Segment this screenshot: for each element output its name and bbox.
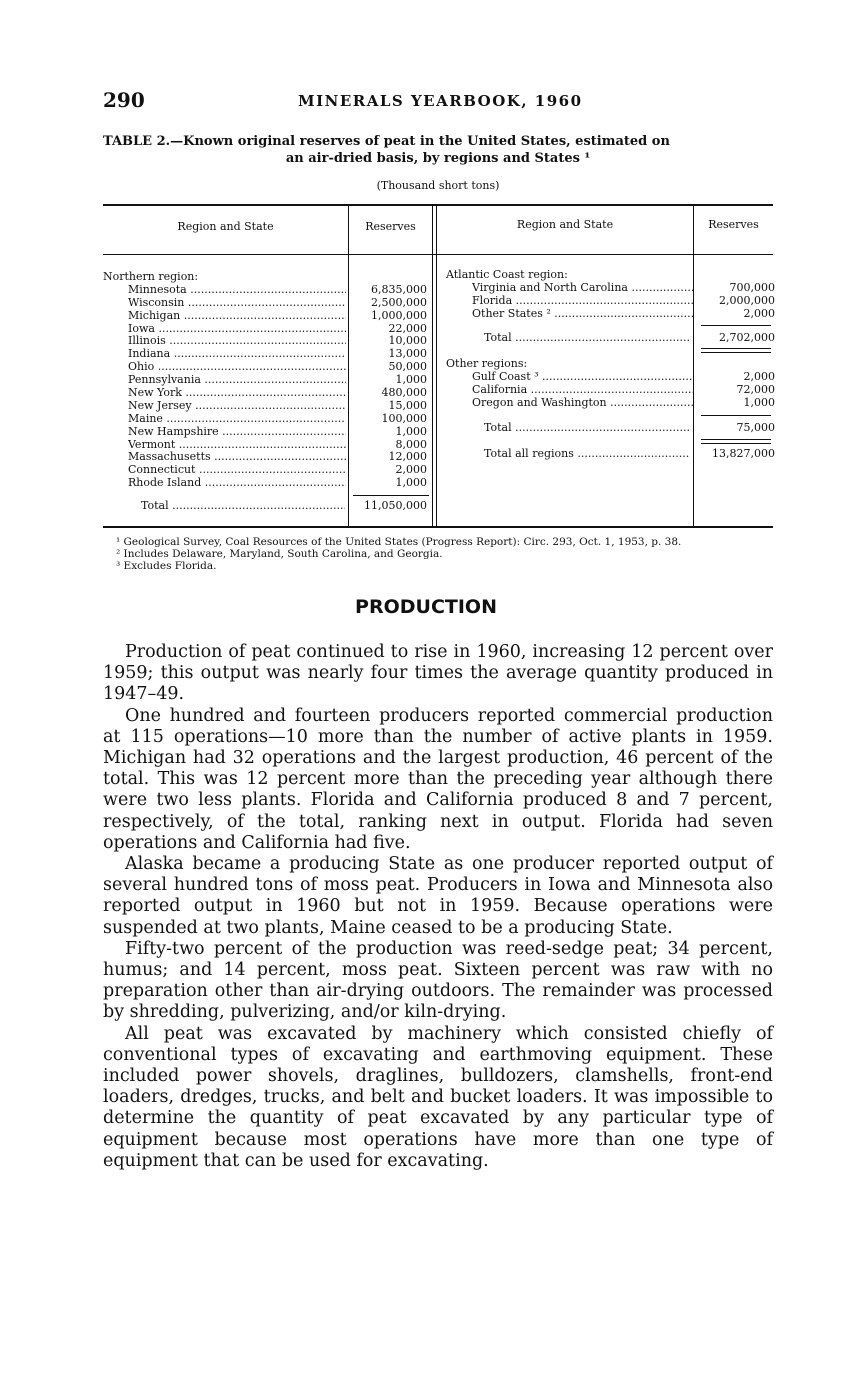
right-table-body <box>446 269 773 321</box>
row-label: Gulf Coast ³ ..... <box>472 371 694 384</box>
row-value: 12,000 <box>388 450 427 464</box>
row-label: Minnesota ..... <box>128 284 346 297</box>
row-label: Other States ² ..... <box>472 308 694 321</box>
row-value: 1,000 <box>743 395 775 409</box>
table-row <box>446 308 773 321</box>
row-label: New Jersey ..... <box>128 400 346 413</box>
row-value: 2,000 <box>743 369 775 383</box>
col-header-region-right: Region and State <box>516 218 614 231</box>
atlantic-total-row: Total ..... 2,702,000 <box>446 332 773 345</box>
table-bottom-rule <box>103 526 773 528</box>
row-value: 2,000,000 <box>719 293 775 307</box>
table-row <box>103 400 433 413</box>
col-header-region: Region and State <box>177 220 274 233</box>
row-value: 1,000 <box>395 476 427 490</box>
row-value: 72,000 <box>736 382 775 396</box>
row-label: Iowa ..... <box>128 323 346 336</box>
col-header-reserves: Reserves <box>365 220 416 233</box>
grand-total-row: Total all regions ..... 13,827,000 <box>446 448 773 461</box>
footnote: ² Includes Delaware, Maryland, South Carolina, and Georgia. <box>116 548 443 560</box>
other-regions-body <box>446 358 773 410</box>
table-row <box>103 387 433 400</box>
row-label: Illinois ..... <box>128 335 346 348</box>
row-label: New Hampshire ..... <box>128 426 346 439</box>
table-row <box>103 297 433 310</box>
table-title-line-1: TABLE 2.—Known original reserves of peat in the United States, estimated on <box>103 134 670 149</box>
other-total-row: Total ..... 75,000 <box>446 422 773 435</box>
table-row <box>103 310 433 323</box>
table-row <box>103 439 433 452</box>
row-label: Pennsylvania ..... <box>128 374 346 387</box>
row-label: Maine ..... <box>128 413 346 426</box>
row-label: Massachusetts ..... <box>128 451 346 464</box>
paragraph: Alaska became a producing State as one producer reported output of several hundred tons of moss peat. Producers in Iowa and Minnesota also reported output in 1960 but not in 1959. Because operations were suspended at two plants, Maine ceased to be a producing State. <box>103 854 773 938</box>
table-title-line-2: an air-dried basis, by regions and States ¹ <box>285 151 591 166</box>
table-row <box>103 426 433 439</box>
row-value: 1,000 <box>395 424 427 438</box>
table-row <box>446 295 773 308</box>
paragraph: One hundred and fourteen producers reported commercial production at 115 operations—10 more than the number of active plants in 1959. Michigan had 32 operations and the largest production, 46 percent of the total. This was 12 percent more than the preceding year although there were two less plants. Florida and California produced 8 and 7 percent, respectively, of the total, ranking next in output. Florida had seven operations and California had five. <box>103 705 773 853</box>
row-label: Michigan ..... <box>128 310 346 323</box>
table-row <box>103 323 433 336</box>
region-label: Northern region: <box>103 271 199 283</box>
atlantic-double-rule <box>701 348 771 353</box>
table-row <box>103 451 433 464</box>
row-value: 10,000 <box>388 334 427 348</box>
paragraph: Production of peat continued to rise in 1960, increasing 12 percent over 1959; this output was nearly four times the average quantity produced in 1947–49. <box>103 642 773 705</box>
row-value: 700,000 <box>729 280 775 294</box>
table-row <box>103 413 433 426</box>
other-double-rule <box>701 439 771 444</box>
row-value: 13,000 <box>388 347 427 361</box>
col-header-reserves-right: Reserves <box>708 218 759 231</box>
reserves-table <box>103 204 773 528</box>
row-value: 6,835,000 <box>371 282 427 296</box>
body-text <box>103 642 773 1172</box>
row-label: California ..... <box>472 384 694 397</box>
table-row <box>103 477 433 490</box>
row-value: 15,000 <box>388 398 427 412</box>
row-value: 1,000,000 <box>371 308 427 322</box>
table-row <box>446 397 773 410</box>
other-total-rule <box>701 415 771 416</box>
row-label: Oregon and Washington ..... <box>472 397 694 410</box>
table-row <box>446 384 773 397</box>
row-value: 2,500,000 <box>371 295 427 309</box>
table-footnotes <box>116 536 776 572</box>
paragraph: All peat was excavated by machinery which consisted chiefly of conventional types of excavating and earthmoving equipment. These included power shovels, draglines, bulldozers, clamshells, front-end loaders, dredges, trucks, and belt and bucket loaders. It was impossible to determine the quantity of peat excavated by any particular type of equipment because most operations have more than one type of equipment that can be used for excavating. <box>103 1023 773 1171</box>
footnote: ¹ Geological Survey, Coal Resources of the United States (Progress Report): Circ. 293, Oct. 1, 1953, p. 38. <box>116 536 682 548</box>
region-label: Other regions: <box>446 358 528 370</box>
table-row <box>103 361 433 374</box>
row-value: 2,000 <box>395 463 427 477</box>
table-row <box>103 464 433 477</box>
row-label: Indiana ..... <box>128 348 346 361</box>
row-value: 50,000 <box>388 360 427 374</box>
paragraph: Fifty-two percent of the production was reed-sedge peat; 34 percent, humus; and 14 percent, moss peat. Sixteen percent was raw with no preparation other than air-drying outdoors. The remainder was processed by shredding, pulverizing, and/or kiln-drying. <box>103 938 773 1023</box>
table-row <box>103 284 433 297</box>
table-row <box>103 348 433 361</box>
row-value: 8,000 <box>395 437 427 451</box>
left-total-row: Total ..... 11,050,000 <box>103 500 433 513</box>
region-label: Atlantic Coast region: <box>446 269 568 281</box>
row-label: Rhode Island ..... <box>128 477 346 490</box>
row-label: New York ..... <box>128 387 346 400</box>
left-table-body <box>103 271 433 490</box>
table-row <box>103 335 433 348</box>
running-head: MINERALS YEARBOOK, 1960 <box>298 92 583 110</box>
atlantic-total-rule <box>701 325 771 326</box>
row-label: Florida ..... <box>472 295 694 308</box>
row-value: 22,000 <box>388 321 427 335</box>
footnote: ³ Excludes Florida. <box>116 560 217 572</box>
page-number: 290 <box>103 88 145 112</box>
row-label: Vermont ..... <box>128 439 346 452</box>
left-total-rule <box>353 495 429 496</box>
table-top-rule <box>103 204 773 206</box>
row-label: Wisconsin ..... <box>128 297 346 310</box>
row-value: 100,000 <box>381 411 427 425</box>
row-label: Connecticut ..... <box>128 464 346 477</box>
table-title <box>103 133 773 167</box>
row-value: 1,000 <box>395 373 427 387</box>
row-value: 2,000 <box>743 306 775 320</box>
section-heading: PRODUCTION <box>355 596 497 618</box>
col-divider <box>436 206 437 526</box>
table-row <box>446 371 773 384</box>
table-units: (Thousand short tons) <box>376 179 500 192</box>
table-row <box>446 282 773 295</box>
row-label: Ohio ..... <box>128 361 346 374</box>
header-rule <box>103 254 773 255</box>
row-label: Virginia and North Carolina ..... <box>472 282 694 295</box>
row-value: 480,000 <box>381 386 427 400</box>
